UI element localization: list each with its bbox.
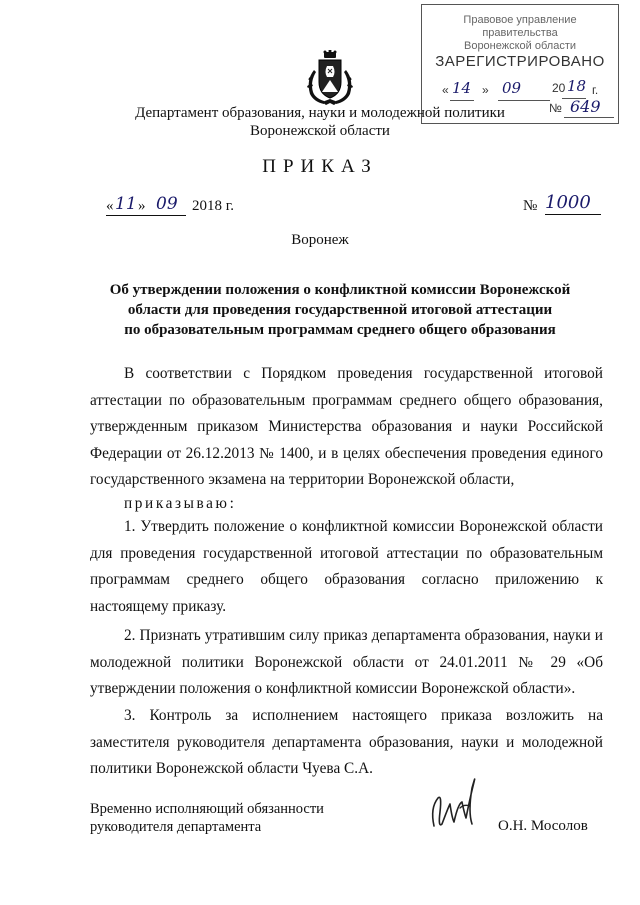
stamp-month-handwritten: 09 [502, 79, 522, 97]
stamp-registered-label: ЗАРЕГИСТРИРОВАНО [435, 53, 605, 70]
order-item-1: 1. Утвердить положение о конфликтной комиссии Воронежской области для проведения государственной итоговой аттестации по образовательным программам среднего общего образования согласно приложению к настоящему приказу. [90, 518, 603, 615]
subject-line3: по образовательным программам среднего общего образования [124, 322, 556, 338]
document-title: ПРИКАЗ [262, 156, 378, 177]
date-year: 2018 г. [192, 198, 234, 214]
coat-of-arms-emblem [304, 50, 356, 106]
stamp-day-underline [450, 100, 474, 101]
signatory-position [90, 800, 324, 836]
number-label: № [523, 198, 538, 214]
position-line1: Временно исполняющий обязанности [90, 801, 324, 817]
order-item-2: 2. Признать утратившим силу приказ департамента образования, науки и молодежной политики Воронежской области от 24.01.2011 № 29 «Об утверждении положения о конфликтной комиссии Воронежской области». [90, 627, 603, 697]
order-item-3: 3. Контроль за исполнением настоящего приказа возложить на заместителя руководителя департамента образования, науки и молодежной политики Воронежской области Чуева С.А. [90, 707, 603, 777]
order-subject [100, 280, 580, 340]
stamp-year-suffix-handwritten: 18 [567, 77, 587, 95]
stamp-number-label: № [549, 101, 562, 115]
date-quote-open: « [106, 198, 114, 214]
stamp-org-line1: Правовое управление правительства [463, 14, 577, 39]
order-word: приказываю: [124, 495, 237, 512]
department-name-line1: Департамент образования, науки и молодежной политики [135, 105, 505, 121]
stamp-number-handwritten: 649 [570, 97, 601, 116]
stamp-quote-open: « [442, 83, 449, 97]
date-quote-close: » [138, 198, 146, 214]
number-underline [545, 214, 601, 215]
stamp-organization [426, 14, 614, 53]
number-handwritten: 1000 [545, 192, 591, 213]
signatory-name: О.Н. Мосолов [498, 818, 588, 834]
stamp-quote-close: » [482, 83, 489, 97]
date-day-handwritten: 11 [115, 194, 137, 214]
handwritten-signature [418, 768, 488, 846]
stamp-year-prefix: 20 [552, 81, 566, 95]
preamble-paragraph: В соответствии с Порядком проведения государственной итоговой аттестации по образовательным программам среднего общего образования, утвержденным приказом Министерства образования и науки Российской Федерации от 26.12.2013 № 1400, и в целях обеспечения проведения единого государственного экзамена на территории Воронежской области, [90, 365, 603, 488]
stamp-month-underline [498, 100, 550, 101]
date-underline [106, 215, 186, 216]
order-number [523, 192, 603, 218]
stamp-org-line2: Воронежской области [463, 40, 576, 52]
stamp-day-handwritten: 14 [452, 79, 472, 97]
date-month-handwritten: 09 [156, 194, 178, 214]
city: Воронеж [291, 232, 349, 248]
stamp-year-unit: г. [592, 83, 599, 97]
subject-line2: области для проведения государственной итоговой аттестации [127, 302, 553, 318]
subject-line1: Об утверждении положения о конфликтной комиссии Воронежской [109, 282, 571, 298]
department-name-line2: Воронежской области [250, 123, 390, 139]
order-date [106, 196, 246, 216]
position-line2: руководителя департамента [90, 819, 262, 835]
